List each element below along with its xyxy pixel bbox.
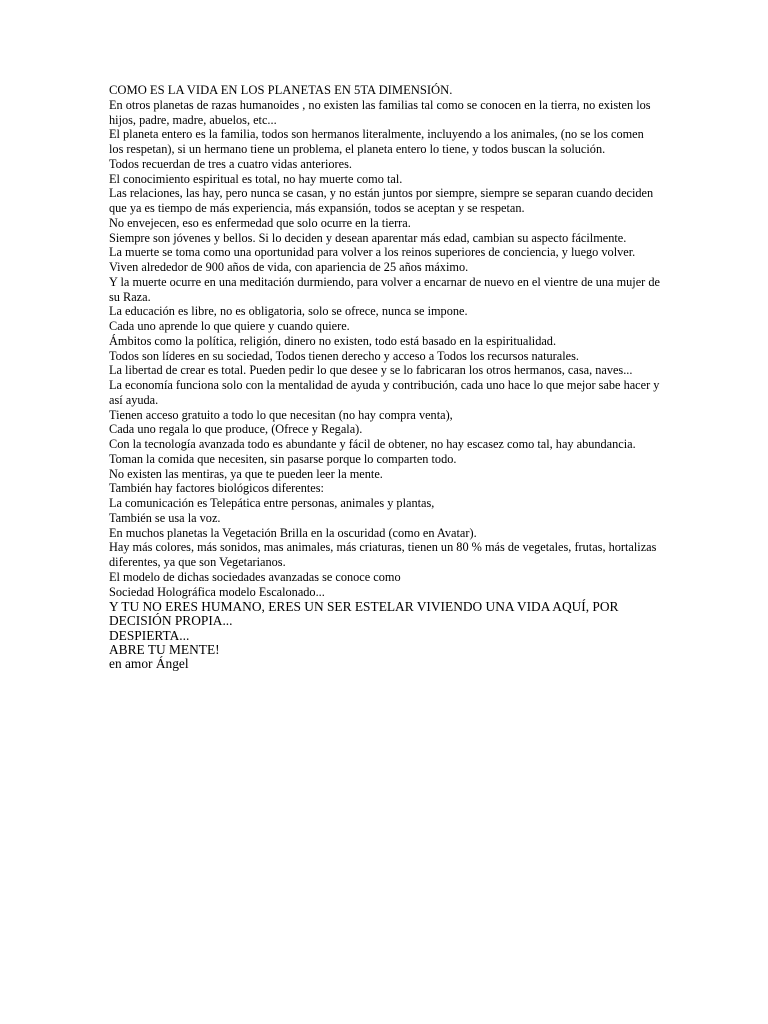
- body-paragraph: La muerte se toma como una oportunidad para volver a los reinos superiores de conciencia, y luego volver.: [109, 245, 636, 260]
- body-paragraph: La economía funciona solo con la mentalidad de ayuda y contribución, cada uno hace lo que mejor sabe hacer y así ayuda.: [109, 378, 660, 407]
- body-paragraph: Todos recuerdan de tres a cuatro vidas anteriores.: [109, 156, 352, 171]
- body-paragraph: Ámbitos como la política, religión, dinero no existen, todo está basado en la espiritualidad.: [109, 333, 557, 348]
- body-paragraph: No envejecen, eso es enfermedad que solo ocurre en la tierra.: [109, 215, 411, 230]
- body-paragraph: Todos son líderes en su sociedad, Todos tienen derecho y acceso a Todos los recursos naturales.: [109, 348, 579, 363]
- body-paragraph: En otros planetas de razas humanoides , no existen las familias tal como se conocen en la tierra, no existen los hijos, padre, madre, abuelos, etc...: [109, 97, 651, 127]
- body-paragraph: Hay más colores, más sonidos, mas animales, más criaturas, tienen un 80 % más de vegetales, frutas, hortalizas diferentes, ya que son Vegetarianos.: [109, 540, 657, 569]
- closing-line: Y TU NO ERES HUMANO, ERES UN SER ESTELAR VIVIENDO UNA VIDA AQUÍ, POR DECISIÓN PROPIA...: [109, 599, 619, 629]
- closing-line: ABRE TU MENTE!: [109, 641, 220, 657]
- paragraph-list: [109, 98, 661, 600]
- body-paragraph: La libertad de crear es total. Pueden pedir lo que desee y se lo fabricaran los otros hermanos, casa, naves...: [109, 363, 633, 378]
- body-paragraph: Cada uno regala lo que produce, (Ofrece y Regala).: [109, 422, 363, 437]
- document-body: [109, 83, 661, 671]
- body-paragraph: Tienen acceso gratuito a todo lo que necesitan (no hay compra venta),: [109, 407, 453, 422]
- body-paragraph: También se usa la voz.: [109, 510, 221, 525]
- body-paragraph: Sociedad Holográfica modelo Escalonado...: [109, 584, 325, 599]
- body-paragraph: El planeta entero es la familia, todos son hermanos literalmente, incluyendo a los animales, (no se los comen los respetan), si un hermano tiene un problema, el planeta entero lo tiene, y todos buscan la solución.: [109, 127, 644, 156]
- closing-line: DESPIERTA...: [109, 627, 190, 643]
- body-paragraph: Y la muerte ocurre en una meditación durmiendo, para volver a encarnar de nuevo en el vientre de una mujer de su Raza.: [109, 274, 660, 304]
- body-paragraph: En muchos planetas la Vegetación Brilla en la oscuridad (como en Avatar).: [109, 525, 477, 540]
- body-paragraph: Toman la comida que necesiten, sin pasarse porque lo comparten todo.: [109, 451, 457, 466]
- body-paragraph: También hay factores biológicos diferentes:: [109, 481, 324, 496]
- body-paragraph: El modelo de dichas sociedades avanzadas se conoce como: [109, 569, 401, 584]
- body-paragraph: No existen las mentiras, ya que te pueden leer la mente.: [109, 466, 383, 481]
- closing-line: en amor Ángel: [109, 656, 189, 672]
- body-paragraph: Las relaciones, las hay, pero nunca se casan, y no están juntos por siempre, siempre se separan cuando deciden que ya es tiempo de más experiencia, más expansión, todos se aceptan y se respetan.: [109, 186, 654, 215]
- body-paragraph: Con la tecnología avanzada todo es abundante y fácil de obtener, no hay escasez como tal, hay abundancia.: [109, 437, 636, 451]
- body-paragraph: La educación es libre, no es obligatoria, solo se ofrece, nunca se impone.: [109, 304, 468, 319]
- body-paragraph: La comunicación es Telepática entre personas, animales y plantas,: [109, 496, 435, 510]
- body-paragraph: Siempre son jóvenes y bellos. Si lo deciden y desean aparentar más edad, cambian su aspecto fácilmente.: [109, 230, 627, 245]
- body-paragraph: El conocimiento espiritual es total, no hay muerte como tal.: [109, 171, 403, 186]
- body-paragraph: Viven alrededor de 900 años de vida, con apariencia de 25 años máximo.: [109, 260, 469, 274]
- body-paragraph: Cada uno aprende lo que quiere y cuando quiere.: [109, 319, 350, 333]
- document-title: COMO ES LA VIDA EN LOS PLANETAS EN 5TA DIMENSIÓN.: [109, 83, 453, 97]
- closing-block: [109, 600, 661, 671]
